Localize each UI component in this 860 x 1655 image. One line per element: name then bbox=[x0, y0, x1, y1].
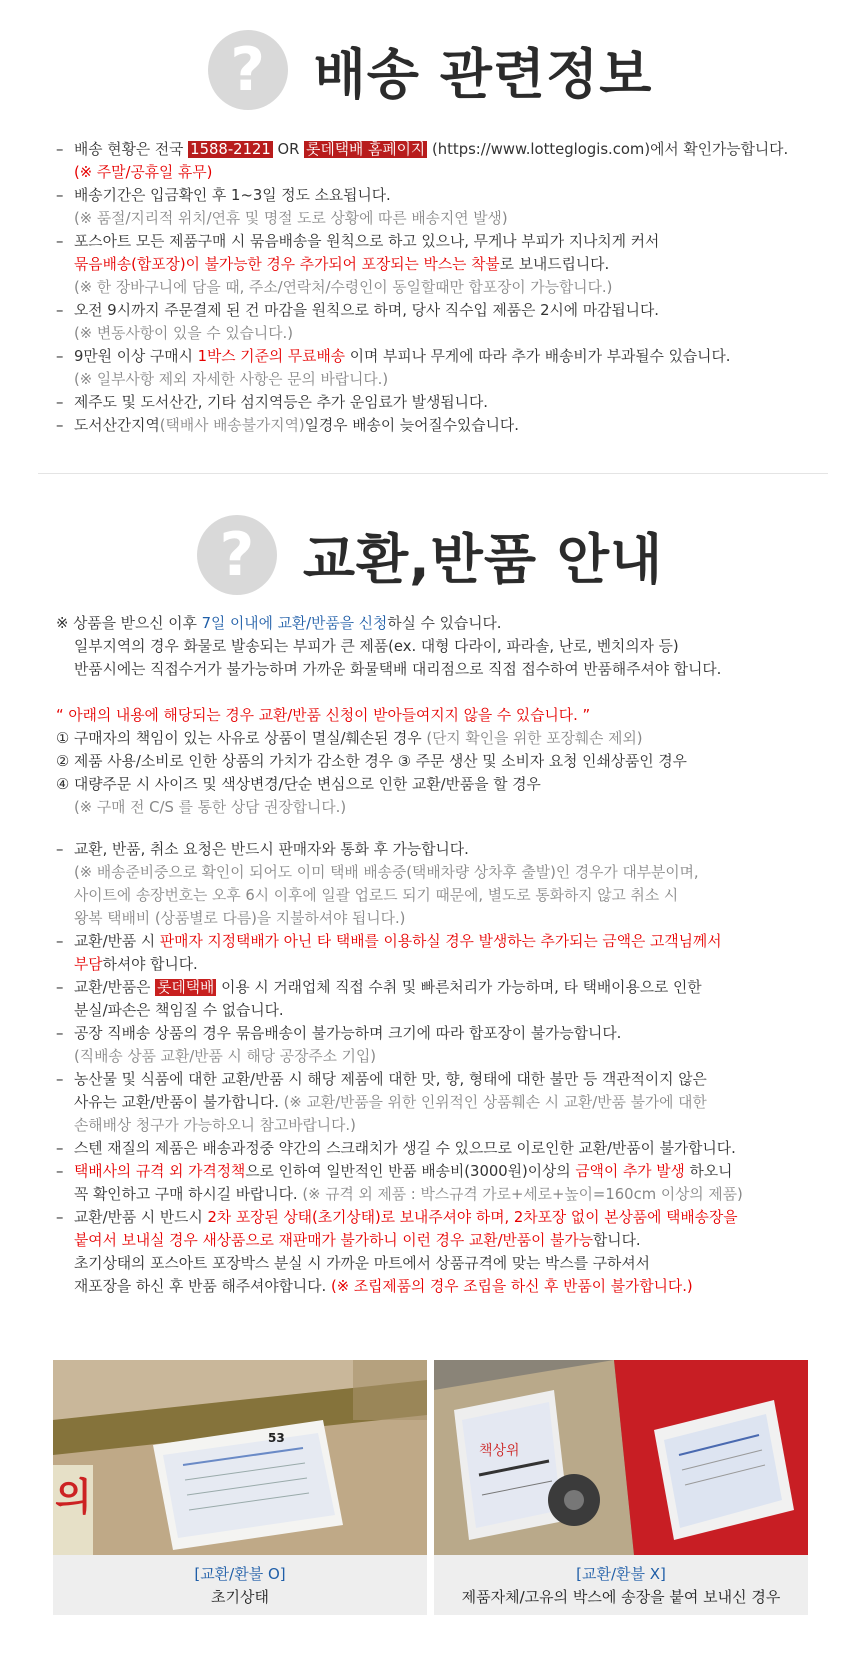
list-item bbox=[56, 414, 860, 437]
list-item bbox=[56, 345, 860, 368]
text-span: 공장 직배송 상품의 경우 묶음배송이 불가능하며 크기에 따라 합포장이 불가능합니다. bbox=[74, 1025, 622, 1042]
list-item-note bbox=[56, 1252, 860, 1275]
list-item-note bbox=[56, 1114, 860, 1137]
bullet-dash: – bbox=[56, 233, 64, 250]
text-line bbox=[56, 681, 860, 704]
caption-label: [교환/환불 O] bbox=[194, 1565, 286, 1583]
bullet-dash: – bbox=[56, 417, 64, 434]
text-span: (※ 변동사항이 있을 수 있습니다.) bbox=[74, 325, 293, 342]
text-span: 하오니 bbox=[684, 1163, 733, 1180]
text-span: 초기상태의 포스아트 포장박스 분실 시 가까운 마트에서 상품규격에 맞는 박스를 구하셔서 bbox=[74, 1255, 650, 1272]
text-span: 농산물 및 식품에 대한 교환/반품 시 해당 제품에 대한 맛, 향, 형태에 대한 불만 등 객관적이지 않은 bbox=[74, 1071, 707, 1088]
caption-description: 초기상태 bbox=[211, 1588, 269, 1606]
bullet-dash: – bbox=[56, 187, 64, 204]
text-span: 일부지역의 경우 화물로 발송되는 부피가 큰 제품(ex. 대형 다라이, 파라솔, 난로, 벤치의자 등) bbox=[74, 638, 679, 655]
text-span: ※ 상품을 받으신 이후 bbox=[56, 615, 202, 632]
bullet-dash: – bbox=[56, 979, 64, 996]
text-span: (직배송 상품 교환/반품 시 해당 공장주소 기입) bbox=[74, 1048, 377, 1065]
text-line bbox=[56, 704, 860, 727]
text-span: (※ 교환/반품을 위한 인위적인 상품훼손 시 교환/반품 불가에 대한 bbox=[283, 1094, 707, 1111]
text-span: (※ 배송준비중으로 확인이 되어도 이미 택배 배송중(택배차량 상차후 출발)인 경우가 대부분이며, bbox=[74, 864, 699, 881]
list-item bbox=[56, 1160, 860, 1183]
svg-text:책상위: 책상위 bbox=[479, 1443, 520, 1459]
text-span: (※ 주말/공휴일 휴무) bbox=[74, 164, 213, 181]
text-span: OR bbox=[272, 141, 305, 158]
text-span: 7일 이내에 교환/반품을 신청 bbox=[201, 615, 388, 632]
svg-text:53: 53 bbox=[268, 1431, 285, 1445]
text-span: 하셔야 합니다. bbox=[102, 956, 198, 973]
bullet-dash: – bbox=[56, 1140, 64, 1157]
text-span: 반품시에는 직접수거가 불가능하며 가까운 화물택배 대리점으로 직접 접수하여 반품해주셔야 합니다. bbox=[74, 661, 722, 678]
text-span: (※ 규격 외 제품 : 박스규격 가로+세로+높이=160cm 이상의 제품) bbox=[302, 1186, 743, 1203]
text-span: 분실/파손은 책임질 수 없습니다. bbox=[74, 1002, 284, 1019]
list-item-note bbox=[56, 796, 860, 819]
text-span: (택배사 배송불가지역) bbox=[159, 417, 305, 434]
list-item bbox=[56, 838, 860, 861]
list-item-note bbox=[56, 635, 860, 658]
list-item-note bbox=[56, 907, 860, 930]
text-span: 포스아트 모든 제품구매 시 묶음배송을 원칙으로 하고 있으나, 무게나 부피가 지나치게 커서 bbox=[74, 233, 660, 250]
text-span: 사유는 교환/반품이 불가합니다. bbox=[74, 1094, 284, 1111]
text-span: 제주도 및 도서산간, 기타 섬지역등은 추가 운임료가 발생됩니다. bbox=[74, 394, 488, 411]
list-item-note bbox=[56, 1275, 860, 1298]
photo-card-not-ok bbox=[434, 1360, 808, 1615]
photo-caption-not-ok bbox=[434, 1563, 808, 1609]
list-item bbox=[56, 1137, 860, 1160]
text-span: 배송기간은 입금확인 후 1~3일 정도 소요됩니다. bbox=[74, 187, 391, 204]
list-item-note bbox=[56, 1229, 860, 1252]
photo-card-ok bbox=[53, 1360, 427, 1615]
list-item bbox=[56, 930, 860, 953]
list-item-note bbox=[56, 322, 860, 345]
list-item-note bbox=[56, 207, 860, 230]
shipping-info-list bbox=[56, 138, 860, 437]
shipping-section-header bbox=[0, 30, 860, 110]
list-item-note bbox=[56, 999, 860, 1022]
text-span: 재포장을 하신 후 반품 해주셔야합니다. bbox=[74, 1278, 331, 1295]
list-item-note bbox=[56, 953, 860, 976]
text-span: 붙여서 보내실 경우 새상품으로 재판매가 불가하니 이런 경우 교환/반품이 불가능 bbox=[74, 1232, 594, 1249]
text-span: ① 구매자의 책임이 있는 사유로 상품이 멸실/훼손된 경우 bbox=[56, 730, 427, 747]
bullet-dash: – bbox=[56, 348, 64, 365]
text-span: (※ 조립제품의 경우 조립을 하신 후 반품이 불가합니다.) bbox=[330, 1278, 693, 1295]
text-span: ② 제품 사용/소비로 인한 상품의 가치가 감소한 경우 ③ 주문 생산 및 소비자 요청 인쇄상품인 경우 bbox=[56, 753, 687, 770]
text-span: 묶음배송(합포장)이 불가능한 경우 추가되어 포장되는 박스는 착불 bbox=[74, 256, 500, 273]
text-span: 으로 인하여 일반적인 반품 배송비(3000원)이상의 bbox=[245, 1163, 576, 1180]
caption-description: 제품자체/고유의 박스에 송장을 붙여 보내신 경우 bbox=[461, 1588, 781, 1606]
highlight-text: 1588-2121 bbox=[190, 141, 271, 158]
example-photos bbox=[53, 1360, 808, 1615]
bullet-dash: – bbox=[56, 1209, 64, 1226]
text-line bbox=[56, 727, 860, 750]
bullet-dash: – bbox=[56, 394, 64, 411]
text-span: 9만원 이상 구매시 bbox=[74, 348, 198, 365]
text-span: 이용 시 거래업체 직접 수취 및 빠른처리가 가능하며, 타 택배이용으로 인한 bbox=[216, 979, 702, 996]
list-item bbox=[56, 230, 860, 253]
text-span: 2차 포장된 상태(초기상태)로 보내주셔야 하며, 2차포장 없이 본상품에 택배송장을 bbox=[207, 1209, 738, 1226]
text-line bbox=[56, 750, 860, 773]
text-span: 택배사의 규격 외 가격정책 bbox=[74, 1163, 246, 1180]
bullet-dash: – bbox=[56, 302, 64, 319]
text-span: 합니다. bbox=[593, 1232, 641, 1249]
text-span: 일경우 배송이 늦어질수있습니다. bbox=[304, 417, 519, 434]
text-span: (※ 품절/지리적 위치/연휴 및 명절 도로 상황에 따른 배송지연 발생) bbox=[74, 210, 508, 227]
text-span: 교환/반품 시 반드시 bbox=[74, 1209, 208, 1226]
text-span: (※ 한 장바구니에 담을 때, 주소/연락처/수령인이 동일할때만 합포장이 가능합니다.) bbox=[74, 279, 613, 296]
exchange-section-header bbox=[0, 515, 860, 595]
text-span: (※ 일부사항 제외 자세한 사항은 문의 바랍니다.) bbox=[74, 371, 389, 388]
text-span: 배송 현황은 전국 bbox=[74, 141, 189, 158]
text-span: (단지 확인을 위한 포장훼손 제외) bbox=[426, 730, 643, 747]
list-item bbox=[56, 976, 860, 999]
bullet-dash: – bbox=[56, 841, 64, 858]
svg-text:의: 의 bbox=[55, 1475, 92, 1519]
list-item-note bbox=[56, 161, 860, 184]
text-span: 왕복 택배비 (상품별로 다름)을 지불하셔야 됩니다.) bbox=[74, 910, 406, 927]
text-span: 로 보내드립니다. bbox=[499, 256, 610, 273]
text-span: 오전 9시까지 주문결제 된 건 마감을 원칙으로 하며, 당사 직수입 제품은 2시에 마감됩니다. bbox=[74, 302, 659, 319]
text-span: 판매자 지정택배가 아닌 타 택배를 이용하실 경우 발생하는 추가되는 금액은 고객님께서 bbox=[159, 933, 722, 950]
text-span: (https://www.lotteglogis.com)에서 확인가능합니다. bbox=[427, 141, 789, 158]
list-item bbox=[56, 1206, 860, 1229]
text-span: “ 아래의 내용에 해당되는 경우 교환/반품 신청이 받아들여지지 않을 수 있습니다. ” bbox=[56, 707, 591, 724]
section-divider bbox=[38, 473, 828, 474]
text-span: 하실 수 있습니다. bbox=[387, 615, 502, 632]
text-span: 교환, 반품, 취소 요청은 반드시 판매자와 통화 후 가능합니다. bbox=[74, 841, 469, 858]
question-icon: ? bbox=[208, 30, 288, 110]
list-item-note bbox=[56, 1183, 860, 1206]
bullet-dash: – bbox=[56, 1163, 64, 1180]
text-span: 손해배상 청구가 가능하오니 참고바랍니다.) bbox=[74, 1117, 356, 1134]
exchange-rules-list bbox=[56, 838, 860, 1298]
list-item bbox=[56, 1068, 860, 1091]
text-line bbox=[56, 773, 860, 796]
bullet-dash: – bbox=[56, 1071, 64, 1088]
list-item-note bbox=[56, 368, 860, 391]
highlight-text: 롯데택배 bbox=[157, 979, 215, 996]
list-item-note bbox=[56, 253, 860, 276]
text-span: 꼭 확인하고 구매 하시길 바랍니다. bbox=[74, 1186, 303, 1203]
list-item bbox=[56, 1022, 860, 1045]
list-item-note bbox=[56, 884, 860, 907]
bullet-dash: – bbox=[56, 933, 64, 950]
text-span: 1박스 기준의 무료배송 bbox=[197, 348, 346, 365]
text-span: 도서산간지역 bbox=[74, 417, 160, 434]
text-span: 스텐 재질의 제품은 배송과정중 약간의 스크래치가 생길 수 있으므로 이로인한 교환/반품이 불가합니다. bbox=[74, 1140, 736, 1157]
list-item bbox=[56, 184, 860, 207]
text-span: 사이트에 송장번호는 오후 6시 이후에 일괄 업로드 되기 때문에, 별도로 통화하지 않고 취소 시 bbox=[74, 887, 679, 904]
caption-label: [교환/환불 X] bbox=[576, 1565, 666, 1583]
list-item bbox=[56, 138, 860, 161]
text-span: 교환/반품은 bbox=[74, 979, 156, 996]
exchange-intro-list bbox=[56, 612, 860, 819]
list-item-note bbox=[56, 658, 860, 681]
shipping-title: 배송 관련정보 bbox=[313, 42, 653, 106]
text-span: 교환/반품 시 bbox=[74, 933, 160, 950]
photo-caption-ok bbox=[53, 1563, 427, 1609]
list-item-note bbox=[56, 861, 860, 884]
photo-box-not-ok bbox=[434, 1360, 808, 1555]
list-item bbox=[56, 299, 860, 322]
text-span: 금액이 추가 발생 bbox=[575, 1163, 685, 1180]
text-span: 이며 부피나 무게에 따라 추가 배송비가 부과될수 있습니다. bbox=[345, 348, 731, 365]
highlight-text: 롯데택배 홈페이지 bbox=[306, 141, 426, 158]
list-item-note bbox=[56, 1045, 860, 1068]
photo-box-ok bbox=[53, 1360, 427, 1555]
list-item bbox=[56, 391, 860, 414]
exchange-title: 교환,반품 안내 bbox=[302, 527, 664, 591]
text-span: (※ 구매 전 C/S 를 통한 상담 권장합니다.) bbox=[74, 799, 347, 816]
text-span: ④ 대량주문 시 사이즈 및 색상변경/단순 변심으로 인한 교환/반품을 할 경우 bbox=[56, 776, 541, 793]
text-span: 부담 bbox=[74, 956, 103, 973]
bullet-dash: – bbox=[56, 1025, 64, 1042]
bullet-dash: – bbox=[56, 141, 64, 158]
question-icon: ? bbox=[197, 515, 277, 595]
list-item-note bbox=[56, 1091, 860, 1114]
text-line bbox=[56, 612, 860, 635]
list-item-note bbox=[56, 276, 860, 299]
